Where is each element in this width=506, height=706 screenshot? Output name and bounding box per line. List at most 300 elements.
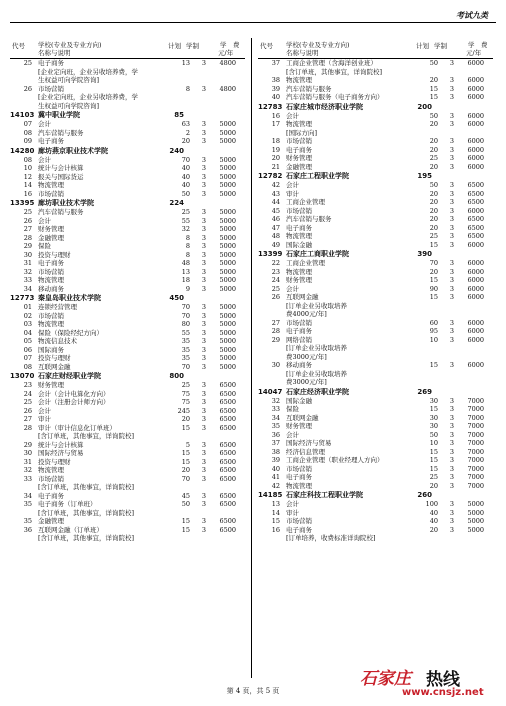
table-header xyxy=(10,38,245,59)
cell-length: 3 xyxy=(201,276,206,284)
cell-name: 市场营销 xyxy=(38,84,64,93)
cell-name: 财务管理 xyxy=(286,422,312,430)
cell-plan: 70 xyxy=(181,155,190,164)
cell-code: 45 xyxy=(271,206,280,215)
cell-fee: 6500 xyxy=(219,449,236,457)
cell-fee: 6000 xyxy=(467,84,484,93)
cell-fee: 7000 xyxy=(467,447,484,456)
cell-plan: 20 xyxy=(429,215,438,223)
cell-plan: 2 xyxy=(185,128,190,137)
cell-plan: 20 xyxy=(429,76,438,84)
major-row xyxy=(10,526,245,535)
cell-plan: 60 xyxy=(429,318,438,327)
cell-plan: 15 xyxy=(429,447,438,456)
cell-plan: 75 xyxy=(181,398,190,406)
cell-plan: 25 xyxy=(429,154,438,162)
school-row xyxy=(258,490,493,500)
major-row xyxy=(10,59,245,68)
cell-length: 3 xyxy=(449,76,454,84)
table-header xyxy=(258,38,493,59)
cell-code: 33 xyxy=(23,276,32,284)
cell-name: 经济信息管理 xyxy=(286,447,325,456)
cell-name: 工商企业管理 xyxy=(286,259,325,267)
cell-fee: 5000 xyxy=(219,267,236,276)
cell-length: 3 xyxy=(201,259,206,267)
cell-code: 25 xyxy=(23,398,32,406)
cell-name: 汽车营销与服务 xyxy=(38,128,84,137)
cell-code: 29 xyxy=(23,242,32,250)
cell-length: 3 xyxy=(449,259,454,267)
school-row xyxy=(10,371,245,381)
major-row xyxy=(258,181,493,190)
cell-fee: 7000 xyxy=(467,473,484,481)
cell-plan: 25 xyxy=(181,208,190,216)
cell-plan: 800 xyxy=(169,372,184,380)
cell-plan: 70 xyxy=(181,311,190,320)
cell-length: 3 xyxy=(449,447,454,456)
cell-plan: 15 xyxy=(429,293,438,301)
cell-plan: 70 xyxy=(429,259,438,267)
cell-plan: 32 xyxy=(181,225,190,233)
header-fee-unit: 元/年 xyxy=(218,49,234,57)
cell-plan: 195 xyxy=(417,172,432,180)
cell-fee: 6000 xyxy=(467,162,484,171)
major-row xyxy=(10,475,245,484)
cell-name: 生权益可向学院咨询] xyxy=(38,76,100,84)
cell-length: 3 xyxy=(449,430,454,439)
cell-length: 3 xyxy=(201,337,206,345)
note-row xyxy=(10,76,245,85)
cell-name: 电子商务 xyxy=(286,525,312,534)
major-row xyxy=(10,492,245,501)
cell-name: [国际方向] xyxy=(286,128,318,137)
cell-name: 会计 xyxy=(286,111,299,120)
cell-length: 3 xyxy=(449,525,454,534)
cell-length: 3 xyxy=(201,164,206,172)
cell-code: 40 xyxy=(271,93,280,101)
header-name-note: 名称与说明 xyxy=(38,49,71,57)
header-name: 学校(专业及专业方向) xyxy=(38,41,102,49)
note-row xyxy=(258,129,493,138)
cell-name: 汽车营销与服务 xyxy=(286,84,332,93)
cell-plan: 30 xyxy=(429,413,438,422)
cell-fee: 7000 xyxy=(467,430,484,439)
cell-name: 会计 xyxy=(286,284,299,293)
cell-length: 3 xyxy=(449,327,454,335)
cell-name: 物流管理 xyxy=(286,76,312,84)
cell-name: 保险 xyxy=(38,242,51,250)
cell-name: 国际商务 xyxy=(38,345,64,354)
cell-plan: 20 xyxy=(429,137,438,145)
cell-name: 国际金融 xyxy=(286,240,312,249)
cell-name: 审计 xyxy=(38,415,51,423)
cell-plan: 8 xyxy=(185,250,190,259)
cell-code: 30 xyxy=(271,361,280,369)
cell-name: 汽车营销与服务 xyxy=(38,208,84,216)
cell-plan: 100 xyxy=(425,500,438,508)
cell-name: 市场营销 xyxy=(286,318,312,327)
note-row xyxy=(10,93,245,102)
cell-plan: 20 xyxy=(429,120,438,128)
major-row xyxy=(10,234,245,243)
left-column xyxy=(10,38,245,678)
cell-fee: 5000 xyxy=(219,311,236,320)
cell-code: 32 xyxy=(271,396,280,405)
cell-name: 国际经济与贸易 xyxy=(286,439,332,447)
note-row xyxy=(258,68,493,77)
cell-length: 3 xyxy=(449,405,454,413)
cell-length: 3 xyxy=(449,464,454,473)
cell-name: 费3000元/年] xyxy=(286,378,327,386)
cell-length: 3 xyxy=(201,128,206,137)
cell-code: 13 xyxy=(271,500,280,508)
watermark-brand-red: 石家庄 xyxy=(360,669,411,689)
cell-code: 38 xyxy=(271,76,280,84)
note-row xyxy=(10,534,245,543)
major-row xyxy=(258,397,493,406)
cell-code: 13399 xyxy=(258,250,283,258)
note-row xyxy=(258,310,493,319)
cell-plan: 90 xyxy=(429,284,438,293)
school-row xyxy=(10,293,245,303)
cell-length: 3 xyxy=(449,181,454,189)
cell-code: 16 xyxy=(23,189,32,198)
cell-code: 43 xyxy=(271,189,280,198)
major-row xyxy=(10,390,245,399)
cell-plan: 25 xyxy=(429,232,438,240)
major-row xyxy=(10,458,245,467)
cell-plan: 95 xyxy=(429,327,438,335)
major-row xyxy=(10,285,245,294)
cell-fee: 5000 xyxy=(219,155,236,164)
cell-code: 25 xyxy=(23,59,32,67)
cell-length: 3 xyxy=(201,525,206,534)
cell-code: 26 xyxy=(23,84,32,93)
cell-code: 16 xyxy=(271,525,280,534)
cell-plan: 50 xyxy=(429,111,438,120)
cell-name: 物流管理 xyxy=(286,481,312,490)
cell-fee: 5000 xyxy=(219,320,236,328)
cell-name: 互联网金融 xyxy=(286,413,319,422)
cell-code: 31 xyxy=(23,259,32,267)
cell-fee: 7000 xyxy=(467,422,484,430)
cell-length: 3 xyxy=(201,181,206,189)
cell-name: [含订单班，其他事宜，详询院校] xyxy=(38,534,135,542)
cell-name: 电子商务 xyxy=(286,473,312,481)
cell-plan: 9 xyxy=(185,284,190,293)
major-row xyxy=(258,439,493,448)
cell-name: 市场营销 xyxy=(286,464,312,473)
major-row xyxy=(10,441,245,450)
cell-length: 3 xyxy=(201,398,206,406)
cell-name: [订单企业另收取培养 xyxy=(286,344,348,352)
cell-plan: 20 xyxy=(181,415,190,423)
cell-name: 财务管理 xyxy=(38,381,64,389)
cell-plan: 15 xyxy=(429,84,438,93)
cell-code: 08 xyxy=(23,128,32,137)
cell-fee: 5000 xyxy=(219,259,236,267)
cell-length: 3 xyxy=(449,361,454,369)
cell-plan: 15 xyxy=(429,93,438,101)
cell-code: 42 xyxy=(271,181,280,189)
cell-name: 工商企业管理（职业经理人方向） xyxy=(286,456,384,464)
cell-code: 36 xyxy=(23,525,32,534)
cell-name: 廊坊职业技术学院 xyxy=(38,199,94,207)
cell-code: 28 xyxy=(271,327,280,335)
cell-code: 06 xyxy=(23,345,32,354)
cell-fee: 5000 xyxy=(219,250,236,259)
cell-name: 电子商务 xyxy=(38,491,64,500)
cell-code: 39 xyxy=(271,84,280,93)
cell-length: 3 xyxy=(449,500,454,508)
major-row xyxy=(258,361,493,370)
cell-name: [企业定向班，企业另收培养费，学 xyxy=(38,67,139,76)
cell-plan: 55 xyxy=(181,328,190,337)
major-row xyxy=(10,337,245,346)
watermark-logo xyxy=(360,664,500,702)
cell-fee: 5000 xyxy=(219,362,236,371)
cell-length: 3 xyxy=(201,250,206,259)
cell-code: 14 xyxy=(23,181,32,189)
cell-fee: 7000 xyxy=(467,464,484,473)
cell-plan: 35 xyxy=(181,337,190,345)
cell-plan: 240 xyxy=(169,146,184,155)
major-row xyxy=(258,112,493,121)
cell-code: 30 xyxy=(23,449,32,457)
cell-code: 27 xyxy=(23,415,32,423)
cell-code: 17 xyxy=(271,120,280,128)
major-row xyxy=(10,225,245,234)
major-row xyxy=(10,354,245,363)
cell-name: 审计 xyxy=(286,189,299,198)
cell-code: 26 xyxy=(23,216,32,225)
cell-name: 互联网金融 xyxy=(286,293,319,301)
cell-code: 02 xyxy=(23,311,32,320)
cell-length: 3 xyxy=(201,500,206,508)
cell-fee: 7000 xyxy=(467,405,484,413)
cell-code: 12773 xyxy=(10,294,35,302)
cell-plan: 40 xyxy=(429,508,438,517)
cell-name: [含订单班，其他事宜，详询院校] xyxy=(286,67,383,76)
school-row xyxy=(258,102,493,112)
cell-length: 3 xyxy=(201,59,206,67)
cell-code: 13395 xyxy=(10,199,35,207)
cell-fee: 6500 xyxy=(219,415,236,423)
major-row xyxy=(10,363,245,372)
cell-code: 12 xyxy=(23,172,32,181)
cell-name: 国际金融 xyxy=(286,396,312,405)
cell-length: 3 xyxy=(201,440,206,449)
cell-code: 44 xyxy=(271,198,280,206)
cell-name: 市场营销 xyxy=(38,189,64,198)
cell-name: 互联网金融 xyxy=(38,362,71,371)
major-row xyxy=(258,93,493,102)
cell-code: 26 xyxy=(271,293,280,301)
major-row xyxy=(258,276,493,285)
cell-code: 28 xyxy=(23,423,32,432)
cell-name: 市场营销 xyxy=(286,137,312,145)
cell-fee: 6500 xyxy=(467,189,484,198)
major-row xyxy=(258,120,493,129)
cell-name: 市场营销 xyxy=(286,206,312,215)
cell-name: 会计 xyxy=(38,406,51,415)
cell-fee: 6500 xyxy=(219,500,236,508)
major-row xyxy=(10,173,245,182)
major-row xyxy=(10,398,245,407)
major-row xyxy=(258,405,493,414)
cell-name: 秦皇岛职业技术学院 xyxy=(38,294,101,302)
cell-length: 3 xyxy=(449,198,454,206)
major-row xyxy=(258,509,493,518)
header-code: 代号 xyxy=(12,42,25,50)
major-row xyxy=(10,251,245,260)
note-row xyxy=(10,509,245,518)
cell-plan: 50 xyxy=(429,181,438,189)
cell-fee: 6500 xyxy=(219,389,236,398)
cell-name: 财务管理 xyxy=(286,154,312,162)
cell-name: 电子商务 xyxy=(286,223,312,232)
cell-fee: 7000 xyxy=(467,481,484,490)
note-row xyxy=(10,68,245,77)
cell-code: 14103 xyxy=(10,111,35,119)
major-row xyxy=(10,500,245,509)
major-row xyxy=(258,207,493,216)
cell-name: 会计 xyxy=(38,120,51,128)
cell-length: 3 xyxy=(449,137,454,145)
cell-code: 26 xyxy=(23,406,32,415)
major-row xyxy=(10,407,245,416)
cell-plan: 18 xyxy=(181,276,190,284)
cell-length: 3 xyxy=(201,84,206,93)
cell-name: 廊坊燕京职业技术学院 xyxy=(38,146,108,155)
major-row xyxy=(258,327,493,336)
major-row xyxy=(258,285,493,294)
cell-plan: 45 xyxy=(181,491,190,500)
cell-length: 3 xyxy=(449,481,454,490)
cell-name: 网络营销 xyxy=(286,335,312,344)
cell-name: 工商企业管理（含海洋创业班） xyxy=(286,59,377,67)
cell-fee: 5000 xyxy=(219,208,236,216)
cell-length: 3 xyxy=(201,137,206,145)
major-row xyxy=(10,303,245,312)
cell-name: 移动商务 xyxy=(286,361,312,369)
note-row xyxy=(10,432,245,441)
cell-fee: 5000 xyxy=(467,500,484,508)
cell-plan: 8 xyxy=(185,242,190,250)
cell-length: 3 xyxy=(201,328,206,337)
cell-name: 市场营销 xyxy=(38,267,64,276)
cell-code: 35 xyxy=(23,500,32,508)
cell-length: 3 xyxy=(449,215,454,223)
cell-name: 物流管理 xyxy=(38,466,64,474)
cell-code: 16 xyxy=(271,111,280,120)
cell-plan: 40 xyxy=(181,172,190,181)
cell-name: 市场营销 xyxy=(38,474,64,483)
cell-code: 23 xyxy=(271,267,280,276)
cell-fee: 6500 xyxy=(467,215,484,223)
cell-length: 3 xyxy=(201,216,206,225)
major-row xyxy=(258,154,493,163)
cell-name: 统计与会计核算 xyxy=(38,440,84,449)
cell-length: 3 xyxy=(201,303,206,311)
cell-name: 统计与会计核算 xyxy=(38,164,84,172)
major-row xyxy=(258,431,493,440)
note-row xyxy=(10,102,245,111)
cell-plan: 20 xyxy=(429,198,438,206)
cell-fee: 5000 xyxy=(219,181,236,189)
cell-name: 石家庄工程职业学院 xyxy=(286,172,349,180)
cell-code: 24 xyxy=(23,389,32,398)
cell-plan: 15 xyxy=(429,405,438,413)
major-row xyxy=(10,137,245,146)
cell-fee: 5000 xyxy=(219,225,236,233)
cell-fee: 6500 xyxy=(219,517,236,525)
header-plan: 计划 xyxy=(168,42,181,50)
cell-name: 投资与理财 xyxy=(38,250,71,259)
major-row xyxy=(258,465,493,474)
cell-plan: 15 xyxy=(181,423,190,432)
cell-name: [含订单班，其他事宜，详询院校] xyxy=(38,432,135,440)
cell-length: 3 xyxy=(201,189,206,198)
cell-code: 27 xyxy=(271,318,280,327)
cell-plan: 260 xyxy=(417,491,432,499)
major-row xyxy=(258,137,493,146)
cell-length: 3 xyxy=(201,208,206,216)
cell-code: 37 xyxy=(271,59,280,67)
major-row xyxy=(258,146,493,155)
right-table-body xyxy=(258,59,493,543)
major-row xyxy=(10,276,245,285)
cell-fee: 6500 xyxy=(467,181,484,189)
cell-code: 24 xyxy=(271,276,280,284)
cell-plan: 20 xyxy=(429,206,438,215)
note-row xyxy=(10,483,245,492)
header-plan: 计划 xyxy=(416,42,429,50)
cell-fee: 6000 xyxy=(467,206,484,215)
cell-length: 3 xyxy=(449,413,454,422)
school-row xyxy=(258,249,493,259)
cell-name: [订单企业另收取培养 xyxy=(286,369,348,378)
header-divider xyxy=(10,22,496,23)
cell-fee: 6500 xyxy=(219,525,236,534)
cell-code: 29 xyxy=(23,440,32,449)
cell-length: 3 xyxy=(449,93,454,101)
cell-plan: 20 xyxy=(429,189,438,198)
cell-length: 3 xyxy=(449,145,454,154)
cell-length: 3 xyxy=(449,422,454,430)
cell-plan: 85 xyxy=(174,111,184,119)
cell-fee: 6000 xyxy=(467,137,484,145)
major-row xyxy=(10,259,245,268)
cell-name: 物流信息技术 xyxy=(38,337,77,345)
cell-code: 28 xyxy=(23,233,32,242)
major-row xyxy=(10,449,245,458)
cell-fee: 6500 xyxy=(219,440,236,449)
watermark-brand-black: 热线 xyxy=(426,670,460,690)
cell-plan: 224 xyxy=(169,199,184,207)
cell-fee: 6000 xyxy=(467,335,484,344)
cell-length: 3 xyxy=(449,473,454,481)
cell-length: 3 xyxy=(201,517,206,525)
cell-fee: 6000 xyxy=(467,276,484,284)
cell-length: 3 xyxy=(449,456,454,464)
cell-fee: 6500 xyxy=(219,406,236,415)
major-row xyxy=(10,129,245,138)
column-divider xyxy=(251,38,252,678)
cell-fee: 4800 xyxy=(219,59,236,67)
cell-length: 3 xyxy=(449,111,454,120)
cell-code: 27 xyxy=(23,225,32,233)
